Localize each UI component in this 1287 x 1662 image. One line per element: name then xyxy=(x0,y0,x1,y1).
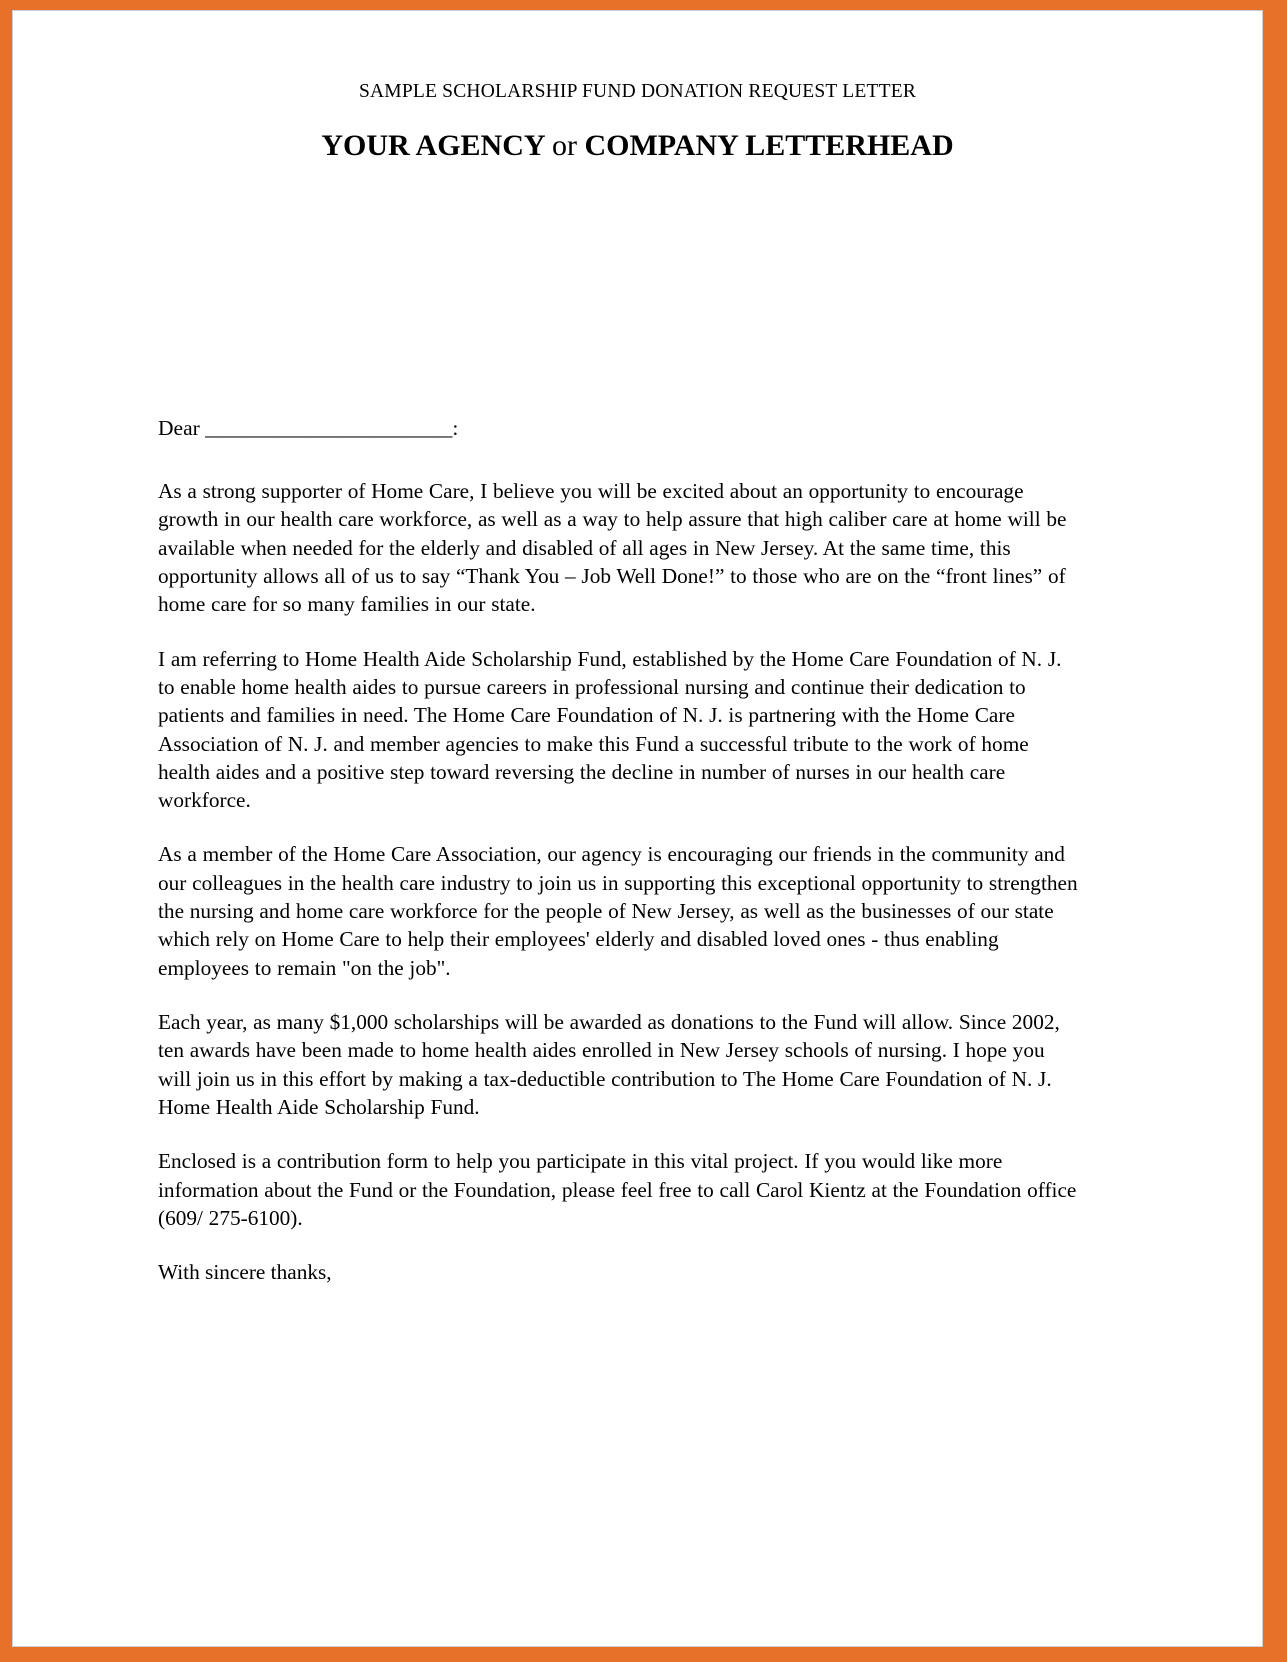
letterhead-or-text: or xyxy=(551,129,577,162)
closing-line: With sincere thanks, xyxy=(158,1260,332,1285)
letterhead-agency-text: YOUR AGENCY xyxy=(321,129,552,162)
body-paragraph: Enclosed is a contribution form to help you participate in this vital project. If you would like more information about the Fund or the Foundation, please feel free to call Carol Kientz at the Foundation office (609/ 275-6100). xyxy=(158,1149,1077,1230)
letterhead-line xyxy=(13,129,1262,163)
document-header-title: SAMPLE SCHOLARSHIP FUND DONATION REQUEST LETTER xyxy=(358,81,917,102)
salutation-line: Dear _______________________: xyxy=(158,416,459,440)
document-page xyxy=(12,10,1263,1647)
document-content xyxy=(13,11,1262,1646)
body-paragraph: As a strong supporter of Home Care, I believe you will be excited about an opportunity to encourage growth in our health care workforce, as well as a way to help assure that high caliber care at home will be available when needed for the elderly and disabled of all ages in New Jersey. At the same time, this opportunity allows all of us to say “Thank You – Job Well Done!” to those who are on the “front lines” of home care for so many families in our state. xyxy=(158,479,1067,617)
body-paragraph: As a member of the Home Care Association, our agency is encouraging our friends in the community and our colleagues in the health care industry to join us in supporting this exceptional opportunity to strengthen the nursing and home care workforce for the people of New Jersey, as well as the businesses of our state which rely on Home Care to help their employees' elderly and disabled loved ones - thus enabling employees to remain "on the job". xyxy=(158,842,1078,980)
body-paragraph: I am referring to Home Health Aide Scholarship Fund, established by the Home Care Foundation of N. J. to enable home health aides to pursue careers in professional nursing and continue their dedication to patients and families in need. The Home Care Foundation of N. J. is partnering with the Home Care Association of N. J. and member agencies to make this Fund a successful tribute to the work of home health aides and a positive step toward reversing the decline in number of nurses in our health care workforce. xyxy=(158,646,1062,813)
letter-body xyxy=(158,414,1083,1287)
body-paragraph: Each year, as many $1,000 scholarships will be awarded as donations to the Fund will allow. Since 2002, ten awards have been made to home health aides enrolled in New Jersey schools of nursing. I hope you will join us in this effort by making a tax-deductible contribution to The Home Care Foundation of N. J. Home Health Aide Scholarship Fund. xyxy=(158,1010,1060,1119)
letterhead-company-text: COMPANY LETTERHEAD xyxy=(576,129,954,162)
